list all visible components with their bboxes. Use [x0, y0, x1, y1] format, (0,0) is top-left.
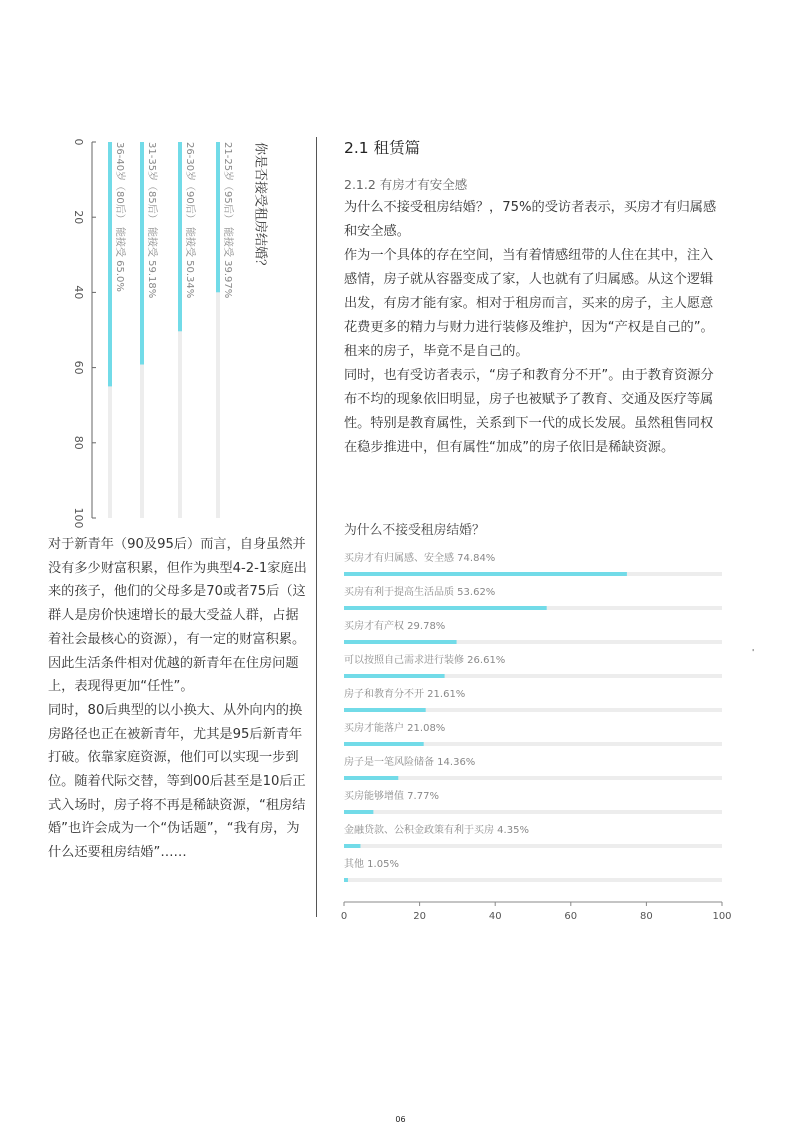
left-body-text [48, 533, 308, 865]
right-bar [344, 708, 426, 712]
section-title: 2.1 租赁篇 [344, 139, 421, 157]
right-tick-label: 0 [340, 911, 348, 922]
right-tick-label: 20 [413, 911, 426, 922]
left-bar-label: 26-30岁（90后） 能接受 50.34% [184, 142, 195, 299]
left-bar [178, 142, 182, 331]
left-chart-title: 你是否接受租房结婚？ [252, 142, 268, 273]
stray-mark: ' [752, 648, 755, 657]
left-chart [70, 130, 280, 530]
left-tick-label: 60 [72, 360, 85, 375]
right-tick-label: 40 [488, 911, 502, 922]
right-bar-track [344, 878, 722, 882]
page-number: 06 [395, 1115, 406, 1124]
right-tick-label: 100 [712, 911, 732, 922]
section-subtitle: 2.1.2 有房才有安全感 [344, 177, 468, 192]
right-bar-label: 金融贷款、公积金政策有利于买房 4.35% [344, 825, 529, 836]
right-bar [344, 640, 457, 644]
right-bar-track [344, 844, 722, 848]
column-divider [316, 137, 317, 917]
right-chart-title: 为什么不接受租房结婚？ [344, 523, 485, 538]
right-bar-label: 其他 1.05% [344, 859, 399, 870]
section-body [344, 196, 724, 460]
left-tick-label: 40 [72, 285, 85, 300]
right-tick-label: 80 [640, 911, 653, 922]
left-tick-label: 100 [72, 507, 85, 529]
left-bar-label: 31-35岁（85后） 能接受 59.18% [146, 142, 157, 299]
right-bar-label: 买房才有归属感、安全感 74.84% [344, 553, 496, 564]
left-bar-label: 21-25岁（95后） 能接受 39.97% [222, 142, 233, 299]
left-paragraph-2: 同时，80后典型的以小换大、从外向内的换房路径也正在被新青年，尤其是95后新青年打破。依靠家庭资源，他们可以实现一步到位。随着代际交替，等到00后甚至是10后正式入场时，房子将不再是稀缺资源，“租房结婚”也许会成为一个“伪话题”，“我有房，为什么还要租房结婚”…… [48, 702, 306, 861]
right-bar-label: 买房能够增值 7.77% [344, 791, 439, 802]
left-bar [140, 142, 144, 365]
left-tick-label: 0 [72, 138, 85, 146]
left-tick-label: 20 [72, 210, 85, 225]
section-paragraph-1: 为什么不接受租房结婚？，75%的受访者表示，买房才有归属感和安全感。 [344, 200, 717, 239]
right-bar [344, 878, 348, 882]
right-bar [344, 674, 445, 678]
left-bar [108, 142, 112, 386]
left-tick-label: 80 [72, 435, 85, 450]
left-bar [216, 142, 220, 292]
section-paragraph-3: 同时，也有受访者表示，“房子和教育分不开”。由于教育资源分布不均的现象依旧明显，房子也被赋予了教育、交通及医疗等属性。特别是教育属性，关系到下一代的成长发展。虽然租售同权在稳步推进中，但有属性“加成”的房子依旧是稀缺资源。 [344, 368, 714, 455]
right-bar-track [344, 810, 722, 814]
right-bar [344, 606, 547, 610]
right-bar-track [344, 776, 722, 780]
right-bar [344, 810, 373, 814]
right-bar-label: 买房才能落户 21.08% [344, 723, 446, 734]
right-bar-label: 买房有利于提高生活品质 53.62% [344, 587, 496, 598]
right-bar-label: 房子是一笔风险储备 14.36% [344, 757, 476, 768]
left-bar-label: 36-40岁（80后） 能接受 65.0% [114, 142, 125, 292]
right-bar-label: 买房才有产权 29.78% [344, 621, 446, 632]
right-bar [344, 776, 398, 780]
right-bar-label: 可以按照自己需求进行装修 26.61% [344, 655, 506, 666]
right-bar-label: 房子和教育分不开 21.61% [344, 689, 466, 700]
right-tick-label: 60 [564, 911, 578, 922]
right-bar [344, 572, 627, 576]
left-paragraph-1: 对于新青年（90及95后）而言，自身虽然并没有多少财富积累，但作为典型4-2-1家庭出来的孩子，他们的父母多是70或者75后（这群人是房价快速增长的最大受益人群，占据着社会最核心的资源），有一定的财富积累。因此生活条件相对优越的新青年在住房问题上，表现得更加“任性”。 [48, 537, 307, 695]
right-chart [330, 545, 740, 930]
right-bar [344, 844, 360, 848]
section-paragraph-2: 作为一个具体的存在空间，当有着情感纽带的人住在其中，注入感情，房子就从容器变成了家，人也就有了归属感。从这个逻辑出发，有房才能有家。相对于租房而言，买来的房子，主人愿意花费更多的精力与财力进行装修及维护，因为“产权是自己的”。租来的房子，毕竟不是自己的。 [344, 248, 714, 359]
right-bar [344, 742, 424, 746]
